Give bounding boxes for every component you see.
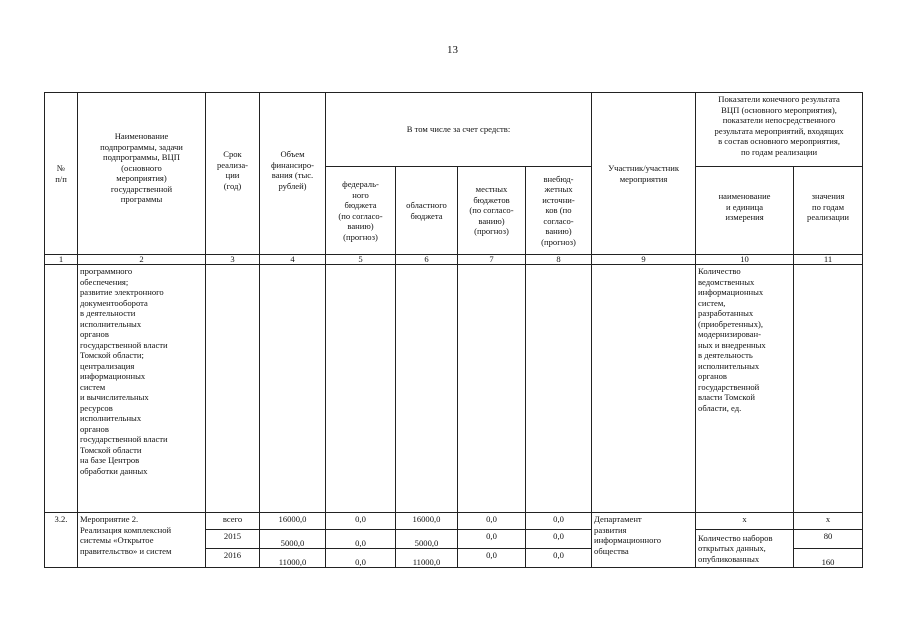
empty-cell: [396, 265, 458, 513]
col-indicator-values-header: значения по годам реализации: [794, 167, 863, 255]
column-number: 11: [794, 255, 863, 265]
empty-cell: [458, 265, 526, 513]
federal-cell: 0,0: [326, 513, 396, 530]
column-number: 9: [592, 255, 696, 265]
local-cell: 0,0: [458, 513, 526, 530]
indicator-top-cell: x: [696, 513, 794, 530]
local-cell: 0,0: [458, 549, 526, 568]
indicator-name-cell: Количество наборов открытых данных, опубликованных: [696, 530, 794, 568]
header-row-top: [45, 93, 863, 167]
funds-group-header: В том числе за счет средств:: [326, 93, 592, 167]
column-number: 7: [458, 255, 526, 265]
volume-cell: 16000,0: [260, 513, 326, 530]
measure-participant: Департамент развития информационного общества: [592, 513, 696, 568]
empty-cell: [526, 265, 592, 513]
empty-cell: [794, 265, 863, 513]
volume-cell: 11000,0: [260, 549, 326, 568]
empty-cell: [592, 265, 696, 513]
regional-cell: 5000,0: [396, 530, 458, 549]
federal-cell: 0,0: [326, 549, 396, 568]
column-number: 8: [526, 255, 592, 265]
col-federal-header: федераль- ного бюджета (по согласо- ванию) (прогноз): [326, 167, 396, 255]
volume-cell: 5000,0: [260, 530, 326, 549]
col-term-header: Срок реализа- ции (год): [206, 93, 260, 255]
column-number: 5: [326, 255, 396, 265]
term-cell: 2016: [206, 549, 260, 568]
cont-indicator-text: Количество ведомственных информационных систем, разработанных (приобретенных), модернизирован- ных и внедренных в деятельность исполнительных органов государственной власти Томской области, ед.: [696, 265, 794, 513]
col-indicator-name-header: наименование и единица измерения: [696, 167, 794, 255]
col-regional-header: областного бюджета: [396, 167, 458, 255]
indicator-value-cell: 80: [794, 530, 863, 549]
term-cell: 2015: [206, 530, 260, 549]
indicator-value-cell: 160: [794, 549, 863, 568]
extra-cell: 0,0: [526, 513, 592, 530]
continuation-row: [45, 265, 863, 513]
measure-name: Мероприятие 2. Реализация комплексной системы «Открытое правительство» и систем: [78, 513, 206, 568]
col-name-header: Наименование подпрограммы, задачи подпрограммы, ВЦП (основного мероприятия) государственной программы: [78, 93, 206, 255]
column-number: 3: [206, 255, 260, 265]
empty-cell: [206, 265, 260, 513]
indicator-top-value-cell: x: [794, 513, 863, 530]
regional-cell: 16000,0: [396, 513, 458, 530]
column-number: 6: [396, 255, 458, 265]
col-extrabudget-header: внебюд- жетных источни- ков (по согласо- ванию) (прогноз): [526, 167, 592, 255]
column-number: 2: [78, 255, 206, 265]
col-local-header: местных бюджетов (по согласо- ванию) (прогноз): [458, 167, 526, 255]
col-no-header: № п/п: [45, 93, 78, 255]
extra-cell: 0,0: [526, 530, 592, 549]
federal-cell: 0,0: [326, 530, 396, 549]
regional-cell: 11000,0: [396, 549, 458, 568]
col-participant-header: Участник/участник мероприятия: [592, 93, 696, 255]
column-number: 4: [260, 255, 326, 265]
column-number: 10: [696, 255, 794, 265]
column-number: 1: [45, 255, 78, 265]
column-numbers-row: [45, 255, 863, 265]
measure-number: 3.2.: [45, 513, 78, 568]
term-cell: всего: [206, 513, 260, 530]
page-number: 13: [447, 44, 458, 56]
measure-row-total: [45, 513, 863, 530]
cont-no-cell: [45, 265, 78, 513]
indicators-group-header: Показатели конечного результата ВЦП (основного мероприятия), показатели непосредственного результата мероприятий, входящих в состав основного мероприятия, по годам реализации: [696, 93, 863, 167]
extra-cell: 0,0: [526, 549, 592, 568]
empty-cell: [260, 265, 326, 513]
program-table: [44, 92, 863, 568]
col-volume-header: Объем финансиро- вания (тыс. рублей): [260, 93, 326, 255]
cont-name-text: программного обеспечения; развитие электронного документооборота в деятельности исполнительных органов государственной власти Томской области; централизация информационных систем и вычислительных ресурсов исполнительных органов государственной власти Томской области на базе Центров обработки данных: [78, 265, 206, 513]
empty-cell: [326, 265, 396, 513]
local-cell: 0,0: [458, 530, 526, 549]
